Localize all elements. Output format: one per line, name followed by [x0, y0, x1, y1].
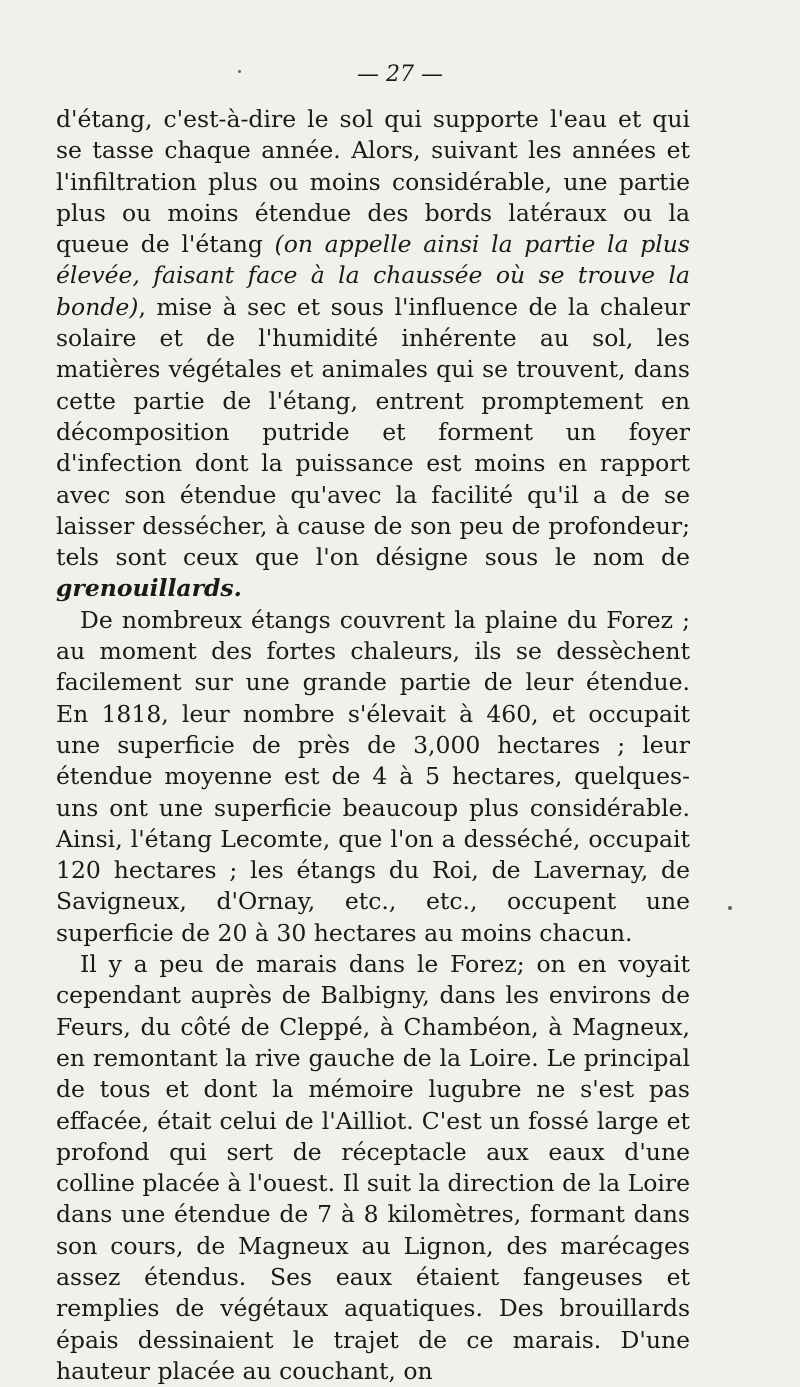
- paragraph-2: De nombreux étangs couvrent la plaine du Forez ; au moment des fortes chaleurs, ils se dessèchent facilement sur une grande partie de leur étendue. En 1818, leur nombre s'élevait à 460, et occupait une superficie de près de 3,000 hectares ; leur étendue moyenne est de 4 à 5 hectares, quelques-uns ont une superficie beaucoup plus considérable. Ainsi, l'étang Lecomte, que l'on a desséché, occupait 120 hectares ; les étangs du Roi, de Lavernay, de Savigneux, d'Ornay, etc., etc., occupent une superficie de 20 à 30 hectares au moins chacun.: [56, 605, 690, 947]
- scan-speck: [238, 70, 241, 73]
- paragraph-3: Il y a peu de marais dans le Forez; on en voyait cependant auprès de Balbigny, dans les environs de Feurs, du côté de Cleppé, à Chambéon, à Magneux, en remontant la rive gauche de la Loire. Le principal de tous et dont la mémoire lugubre ne s'est pas effacée, était celui de l'Ailliot. C'est un fossé large et profond qui sert de réceptacle aux eaux d'une colline placée à l'ouest. Il suit la direction de la Loire dans une étendue de 7 à 8 kilomètres, formant dans son cours, de Magneux au Lignon, des marécages assez étendus. Ses eaux étaient fangeuses et remplies de végétaux aquatiques. Des brouillards épais dessinaient le trajet de ce marais. D'une hauteur placée au couchant, on: [56, 950, 690, 1385]
- emphasized-term: grenouillards.: [56, 574, 242, 603]
- paragraph-1: [56, 104, 690, 605]
- paragraph-1-text-cont: , mise à sec et sous l'influence de la chaleur solaire et de l'humidité inhérente au sol, les matières végétales et animales qui se trouvent, dans cette partie de l'étang, entrent promptement en décomposition putride et forment un foyer d'infection dont la puissance est moins en rapport avec son étendue qu'avec la facilité qu'il a de se laisser dessécher, à cause de son peu de profondeur; tels sont ceux que l'on désigne sous le nom de: [56, 292, 690, 572]
- italic-aside: (on appelle ainsi la partie la plus élevée, faisant face à la chaussée où se trouve la bonde): [56, 230, 690, 321]
- paragraph-1-text: d'étang, c'est-à-dire le sol qui supporte l'eau et qui se tasse chaque année. Alors, suivant les années et l'infiltration plus ou moins considérable, une partie plus ou moins étendue des bords latéraux ou la queue de l'étang: [56, 105, 690, 259]
- scan-speck: [728, 906, 732, 910]
- page-number: — 27 —: [357, 62, 443, 87]
- body-text: [56, 104, 690, 1387]
